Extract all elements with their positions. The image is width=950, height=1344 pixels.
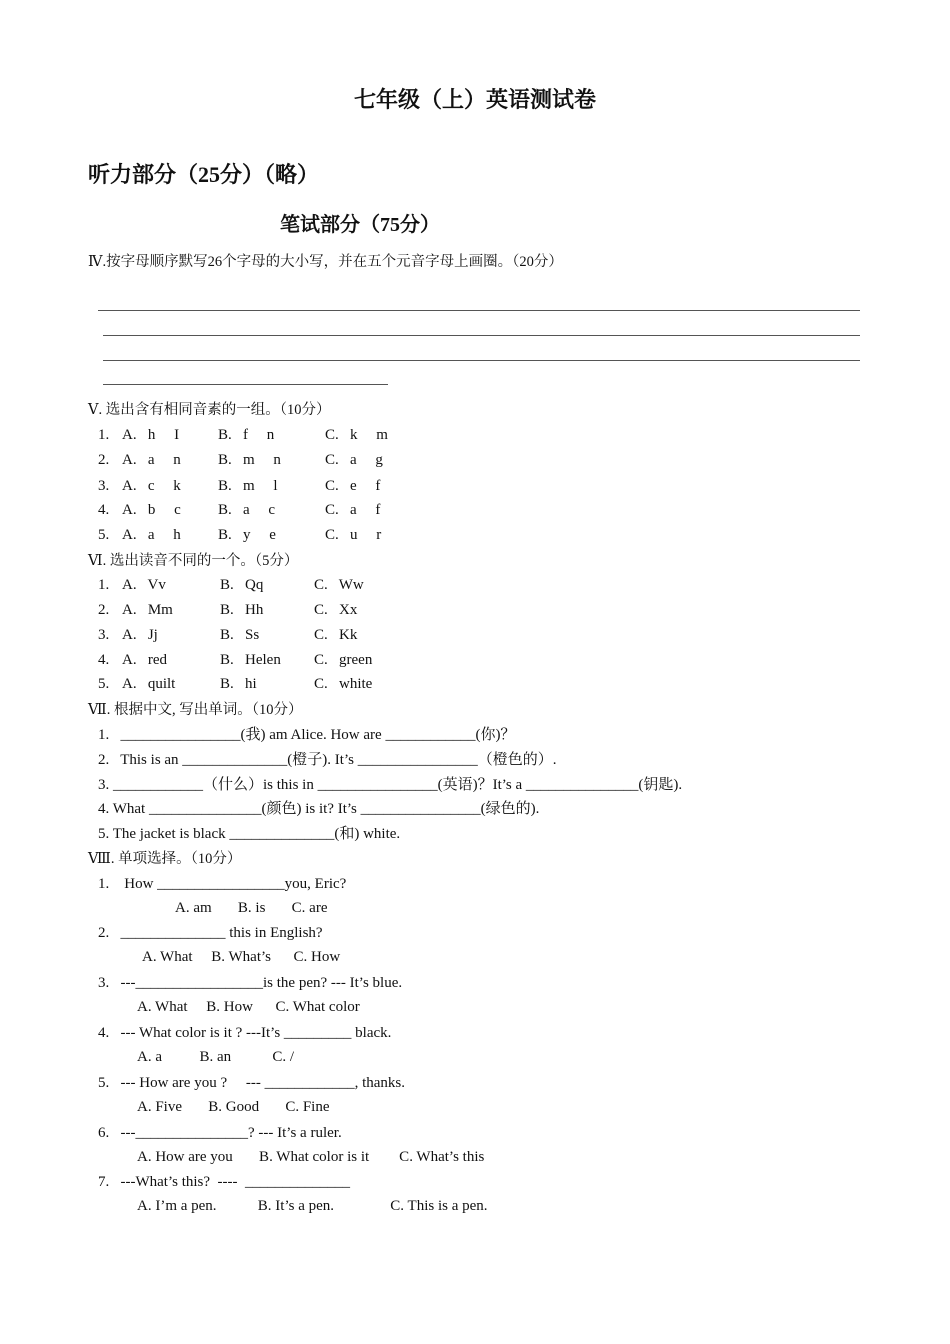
question-number: 4. xyxy=(98,652,110,668)
option-a: A. quilt xyxy=(122,676,176,692)
fill-in-question: 4. What _______________(颜色) is it? It’s ________________(绿色的). xyxy=(98,801,540,817)
question-number: 4. xyxy=(98,502,110,518)
choice-options: A. What B. What’s C. How xyxy=(142,949,341,965)
choice-options: A. am B. is C. are xyxy=(175,900,328,916)
choice-options: A. a B. an C. / xyxy=(137,1049,295,1065)
option-c: C. e f xyxy=(325,478,381,494)
choice-options: A. I’m a pen. B. It’s a pen. C. This is a pen. xyxy=(137,1198,488,1214)
question-number: 1. xyxy=(98,577,110,593)
option-a: A. Vv xyxy=(122,577,166,593)
choice-question: 2. ______________ this in English? xyxy=(98,925,323,941)
section-4-heading: Ⅳ.按字母顺序默写26个字母的大小写，并在五个元音字母上画圈。（20分） xyxy=(88,254,563,270)
exam-title: 七年级（上）英语测试卷 xyxy=(353,87,596,112)
section-8-heading: Ⅷ. 单项选择。（10分） xyxy=(88,851,242,867)
option-c: C. white xyxy=(314,676,373,692)
choice-question: 4. --- What color is it ? ---It’s _________ black. xyxy=(98,1025,392,1041)
question-number: 5. xyxy=(98,676,110,692)
written-section-heading: 笔试部分（75分） xyxy=(280,214,440,236)
answer-line xyxy=(103,335,860,336)
question-number: 3. xyxy=(98,478,110,494)
option-b: B. m n xyxy=(218,452,281,468)
option-b: B. Helen xyxy=(220,652,281,668)
option-b: B. Hh xyxy=(220,602,264,618)
option-c: C. Kk xyxy=(314,627,358,643)
option-a: A. h I xyxy=(122,427,180,443)
option-c: C. a f xyxy=(325,502,381,518)
listening-section-heading: 听力部分（25分）（略） xyxy=(88,162,320,187)
question-number: 2. xyxy=(98,602,110,618)
option-c: C. a g xyxy=(325,452,383,468)
option-b: B. f n xyxy=(218,427,275,443)
option-c: C. u r xyxy=(325,527,382,543)
question-number: 2. xyxy=(98,452,110,468)
option-b: B. m l xyxy=(218,478,278,494)
choice-question: 1. How _________________you, Eric? xyxy=(98,876,347,892)
option-b: B. hi xyxy=(220,676,257,692)
choice-options: A. Five B. Good C. Fine xyxy=(137,1099,330,1115)
question-number: 5. xyxy=(98,527,110,543)
choice-question: 7. ---What’s this? ---- ______________ xyxy=(98,1174,351,1190)
choice-options: A. What B. How C. What color xyxy=(137,999,360,1015)
option-b: B. a c xyxy=(218,502,276,518)
option-b: B. y e xyxy=(218,527,276,543)
choice-options: A. How are you B. What color is it C. What’s this xyxy=(137,1149,485,1165)
fill-in-question: 3. ____________（什么）is this in ________________(英语)？It’s a _______________(钥匙). xyxy=(98,777,683,793)
option-a: A. a h xyxy=(122,527,181,543)
answer-line xyxy=(98,310,860,311)
option-b: B. Qq xyxy=(220,577,264,593)
question-number: 1. xyxy=(98,427,110,443)
choice-question: 6. ---_______________? --- It’s a ruler. xyxy=(98,1125,342,1141)
option-a: A. Mm xyxy=(122,602,173,618)
fill-in-question: 2. This is an ______________(橙子). It’s ________________（橙色的）. xyxy=(98,752,557,768)
option-b: B. Ss xyxy=(220,627,260,643)
choice-question: 3. ---_________________is the pen? --- It’s blue. xyxy=(98,975,403,991)
option-a: A. a n xyxy=(122,452,181,468)
option-a: A. red xyxy=(122,652,167,668)
option-c: C. green xyxy=(314,652,373,668)
section-7-heading: Ⅶ. 根据中文, 写出单词。（10分） xyxy=(88,702,303,718)
option-c: C. k m xyxy=(325,427,388,443)
question-number: 3. xyxy=(98,627,110,643)
choice-question: 5. --- How are you ? --- ____________, thanks. xyxy=(98,1075,406,1091)
answer-line xyxy=(103,360,860,361)
option-c: C. Xx xyxy=(314,602,358,618)
option-a: A. b c xyxy=(122,502,181,518)
fill-in-question: 1. ________________(我) am Alice. How are ____________(你)？ xyxy=(98,727,516,743)
section-5-heading: Ⅴ. 选出含有相同音素的一组。（10分） xyxy=(88,402,331,418)
fill-in-question: 5. The jacket is black ______________(和) white. xyxy=(98,826,401,842)
option-a: A. Jj xyxy=(122,627,158,643)
answer-line xyxy=(103,384,388,385)
section-6-heading: Ⅵ. 选出读音不同的一个。（5分） xyxy=(88,553,299,569)
option-a: A. c k xyxy=(122,478,181,494)
option-c: C. Ww xyxy=(314,577,364,593)
